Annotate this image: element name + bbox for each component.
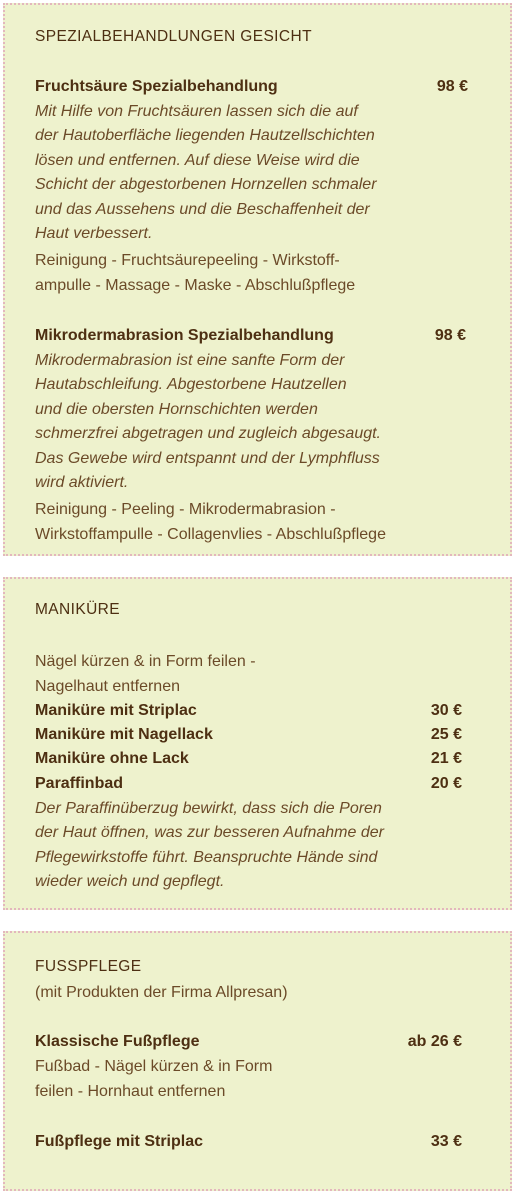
service-steps: Fußbad - Nägel kürzen & in Form feilen - Hornhaut entfernen [35, 1058, 273, 1100]
service-title: Paraffinbad [35, 775, 124, 792]
service-price: 98 € [434, 327, 466, 344]
section-heading: MANIKÜRE [35, 601, 121, 618]
service-title: Maniküre mit Striplac [35, 702, 197, 719]
service-description: Mikrodermabrasion ist eine sanfte Form der Hautabschleifung. Abgestorbene Hautzellen und die obersten Hornschichten werden schmerzfrei abgetragen und zugleich abgesaugt. Das Gewebe wird entspannt und der Lymphfluss wird aktiviert. [35, 352, 381, 492]
service-title: Fruchtsäure Spezialbehandlung [35, 78, 278, 95]
service-price: 30 € [430, 702, 462, 719]
service-steps: Reinigung - Peeling - Mikrodermabrasion - Wirkstoffampulle - Collagenvlies - Abschlußpflege [35, 501, 386, 543]
service-description: Mit Hilfe von Fruchtsäuren lassen sich die auf der Hautoberfläche liegenden Hautzellschichten lösen und entfernen. Auf diese Weise wird die Schicht der abgestorbenen Hornzellen schmaler und das Aussehens und die Beschaffenheit der Haut verbessert. [35, 103, 377, 243]
service-description: Der Paraffinüberzug bewirkt, dass sich die Poren der Haut öffnen, was zur besseren Aufnahme der Pflegewirkstoffe führt. Beanspruchte Hände sind wieder weich und gepflegt. [35, 800, 384, 891]
service-title: Mikrodermabrasion Spezialbehandlung [35, 327, 334, 344]
section-heading: FUSSPFLEGE [35, 958, 142, 975]
service-title: Fußpflege mit Striplac [35, 1133, 204, 1150]
service-price: 21 € [430, 750, 462, 767]
section-gesicht [3, 3, 512, 556]
service-price: 20 € [430, 775, 462, 792]
service-title: Klassische Fußpflege [35, 1033, 200, 1050]
service-title: Maniküre ohne Lack [35, 750, 189, 767]
service-price: 33 € [430, 1133, 462, 1150]
service-steps: Reinigung - Fruchtsäurepeeling - Wirkstoff- ampulle - Massage - Maske - Abschlußpflege [35, 252, 356, 294]
service-price: 25 € [430, 726, 462, 743]
service-intro: Nägel kürzen & in Form feilen - Nagelhaut entfernen [35, 653, 256, 695]
service-price: ab 26 € [407, 1033, 462, 1050]
section-subheading: (mit Produkten der Firma Allpresan) [35, 984, 288, 1001]
section-fusspflege [3, 931, 512, 1191]
service-title: Maniküre mit Nagellack [35, 726, 213, 743]
section-manikuere [3, 577, 512, 910]
service-price: 98 € [436, 78, 468, 95]
section-heading: SPEZIALBEHANDLUNGEN GESICHT [35, 28, 312, 45]
